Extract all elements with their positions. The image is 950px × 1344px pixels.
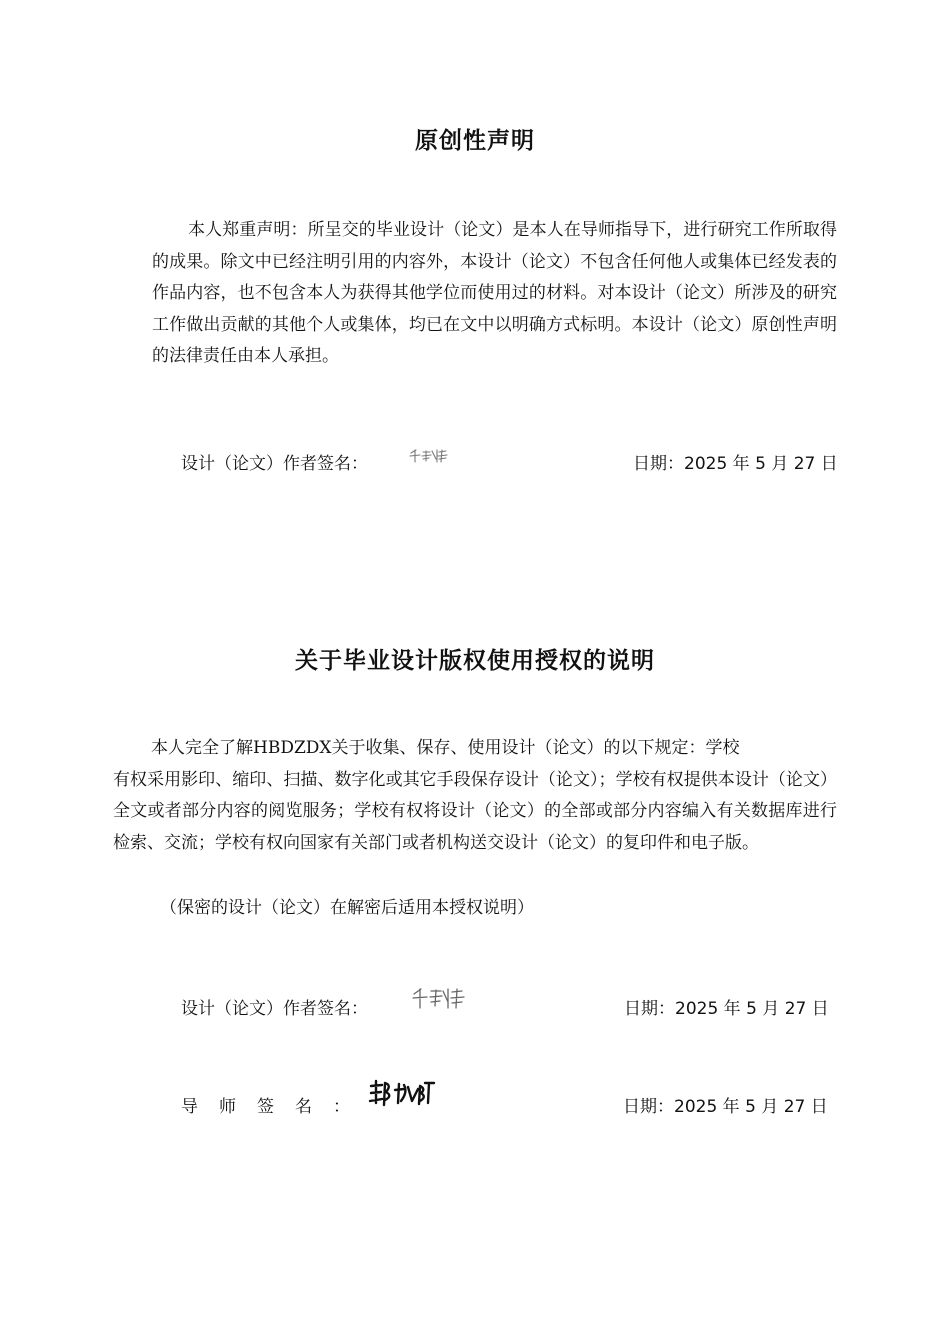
originality-author-label: 设计（论文）作者签名：	[181, 454, 368, 474]
date-label: 日期：	[623, 1097, 674, 1117]
date-year-unit: 年	[722, 1097, 740, 1117]
date-day: 27	[783, 1097, 806, 1117]
date-year-unit: 年	[732, 454, 750, 474]
date-day-unit: 日	[811, 999, 829, 1019]
originality-date	[633, 449, 838, 474]
advisor-label: 导师签名：	[181, 1097, 371, 1117]
authorization-body-rest: 有权采用影印、缩印、扫描、数字化或其它手段保存设计（论文）；学校有权提供本设计（论文）全文或者部分内容的阅览服务；学校有权将设计（论文）的全部或部分内容编入有关数据库进行检索、交流；学校有权向国家有关部门或者机构送交设计（论文）的复印件和电子版。	[113, 769, 837, 853]
date-day: 27	[784, 999, 807, 1019]
authorization-author-label: 设计（论文）作者签名：	[181, 999, 368, 1019]
originality-body: 本人郑重声明：所呈交的毕业设计（论文）是本人在导师指导下，进行研究工作所取得的成果。除文中已经注明引用的内容外，本设计（论文）不包含任何他人或集体已经发表的作品内容，也不包含本人为获得其他学位而使用过的材料。对本设计（论文）所涉及的研究工作做出贡献的其他个人或集体，均已在文中以明确方式标明。本设计（论文）原创性声明的法律责任由本人承担。	[152, 220, 837, 366]
authorization-body	[113, 733, 837, 859]
date-month-unit: 月	[761, 1097, 779, 1117]
date-day-unit: 日	[810, 1097, 828, 1117]
date-month: 5	[746, 999, 757, 1019]
originality-title: 原创性声明	[415, 128, 535, 154]
author-signature-small	[408, 447, 450, 467]
authorization-author-date	[624, 994, 829, 1019]
date-year-unit: 年	[723, 999, 741, 1019]
date-year: 2025	[674, 1097, 718, 1117]
authorization-note: （保密的设计（论文）在解密后适用本授权说明）	[160, 898, 534, 918]
date-month-unit: 月	[762, 999, 780, 1019]
author-signature	[410, 985, 470, 1013]
date-month: 5	[755, 454, 766, 474]
date-year: 2025	[675, 999, 719, 1019]
date-label: 日期：	[624, 999, 675, 1019]
authorization-title: 关于毕业设计版权使用授权的说明	[295, 648, 655, 674]
date-label: 日期：	[633, 454, 684, 474]
advisor-date	[623, 1092, 828, 1117]
advisor-signature	[368, 1077, 438, 1111]
date-month-unit: 月	[771, 454, 789, 474]
date-day-unit: 日	[820, 454, 838, 474]
date-year: 2025	[684, 454, 728, 474]
date-month: 5	[745, 1097, 756, 1117]
authorization-body-first-line: 本人完全了解HBDZDX关于收集、保存、使用设计（论文）的以下规定：学校	[151, 738, 740, 758]
date-day: 27	[793, 454, 816, 474]
